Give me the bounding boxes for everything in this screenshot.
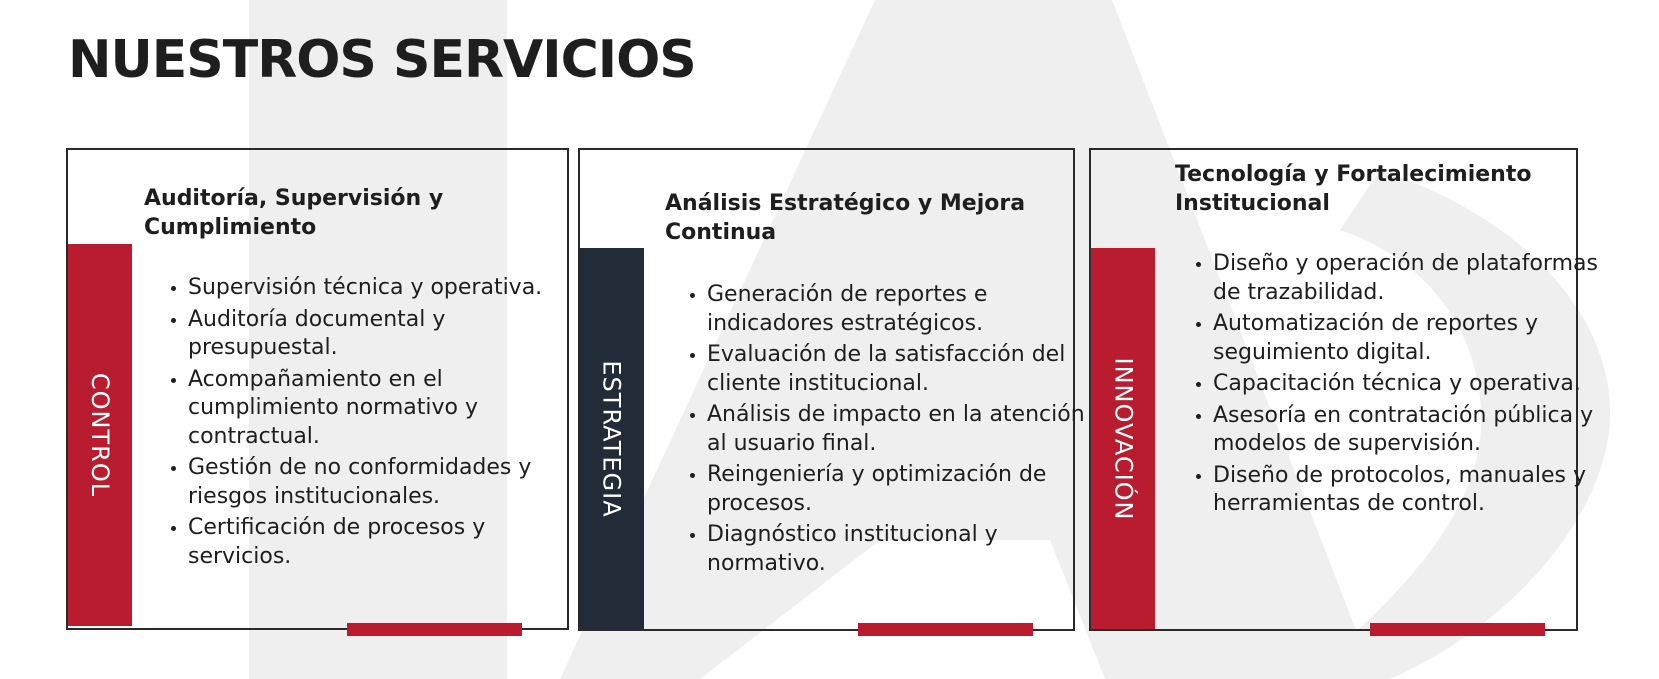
accent-bar-estrategia — [858, 623, 1033, 636]
card-title-innovacion: Tecnología y Fortalecimiento Institucional — [1175, 162, 1532, 216]
service-list-control — [166, 274, 590, 574]
card-title-estrategia: Análisis Estratégico y Mejora Continua — [665, 191, 1026, 245]
list-item: • Acompañamiento en el cumplimiento normativo y contractual. — [188, 366, 590, 452]
list-item: • Diseño de protocolos, manuales y herramientas de control. — [1213, 462, 1599, 519]
list-item: • Evaluación de la satisfacción del cliente institucional. — [707, 341, 1092, 398]
list-item: • Reingeniería y optimización de procesos. — [707, 461, 1092, 518]
side-band-innovacion — [1091, 248, 1155, 629]
page-title: NUESTROS SERVICIOS — [68, 30, 696, 90]
list-item: • Diagnóstico institucional y normativo. — [707, 521, 1092, 578]
list-item: • Auditoría documental y presupuestal. — [188, 306, 590, 363]
service-list-estrategia — [685, 281, 1092, 581]
service-card-control — [66, 148, 569, 630]
list-item: • Gestión de no conformidades y riesgos institucionales. — [188, 454, 590, 511]
list-item: • Asesoría en contratación pública y modelos de supervisión. — [1213, 402, 1599, 459]
side-band-control — [68, 244, 132, 626]
service-card-estrategia — [578, 148, 1085, 631]
side-band-estrategia — [580, 248, 644, 629]
side-label-innovacion: INNOVACIÓN — [1109, 356, 1138, 521]
side-label-estrategia: ESTRATEGIA — [598, 359, 627, 518]
list-item: • Supervisión técnica y operativa. — [188, 274, 590, 303]
list-item: • Capacitación técnica y operativa. — [1213, 370, 1599, 399]
list-item: • Generación de reportes e indicadores estratégicos. — [707, 281, 1092, 338]
card-title-control: Auditoría, Supervisión y Cumplimiento — [144, 186, 444, 240]
list-item: • Análisis de impacto en la atención al usuario final. — [707, 401, 1092, 458]
service-list-innovacion — [1191, 250, 1599, 522]
list-item: • Certificación de procesos y servicios. — [188, 514, 590, 571]
list-item: • Automatización de reportes y seguimiento digital. — [1213, 310, 1599, 367]
accent-bar-control — [347, 623, 522, 636]
list-item: • Diseño y operación de plataformas de trazabilidad. — [1213, 250, 1599, 307]
accent-bar-innovacion — [1370, 623, 1545, 636]
side-label-control: CONTROL — [86, 372, 115, 498]
service-card-innovacion — [1089, 148, 1598, 631]
